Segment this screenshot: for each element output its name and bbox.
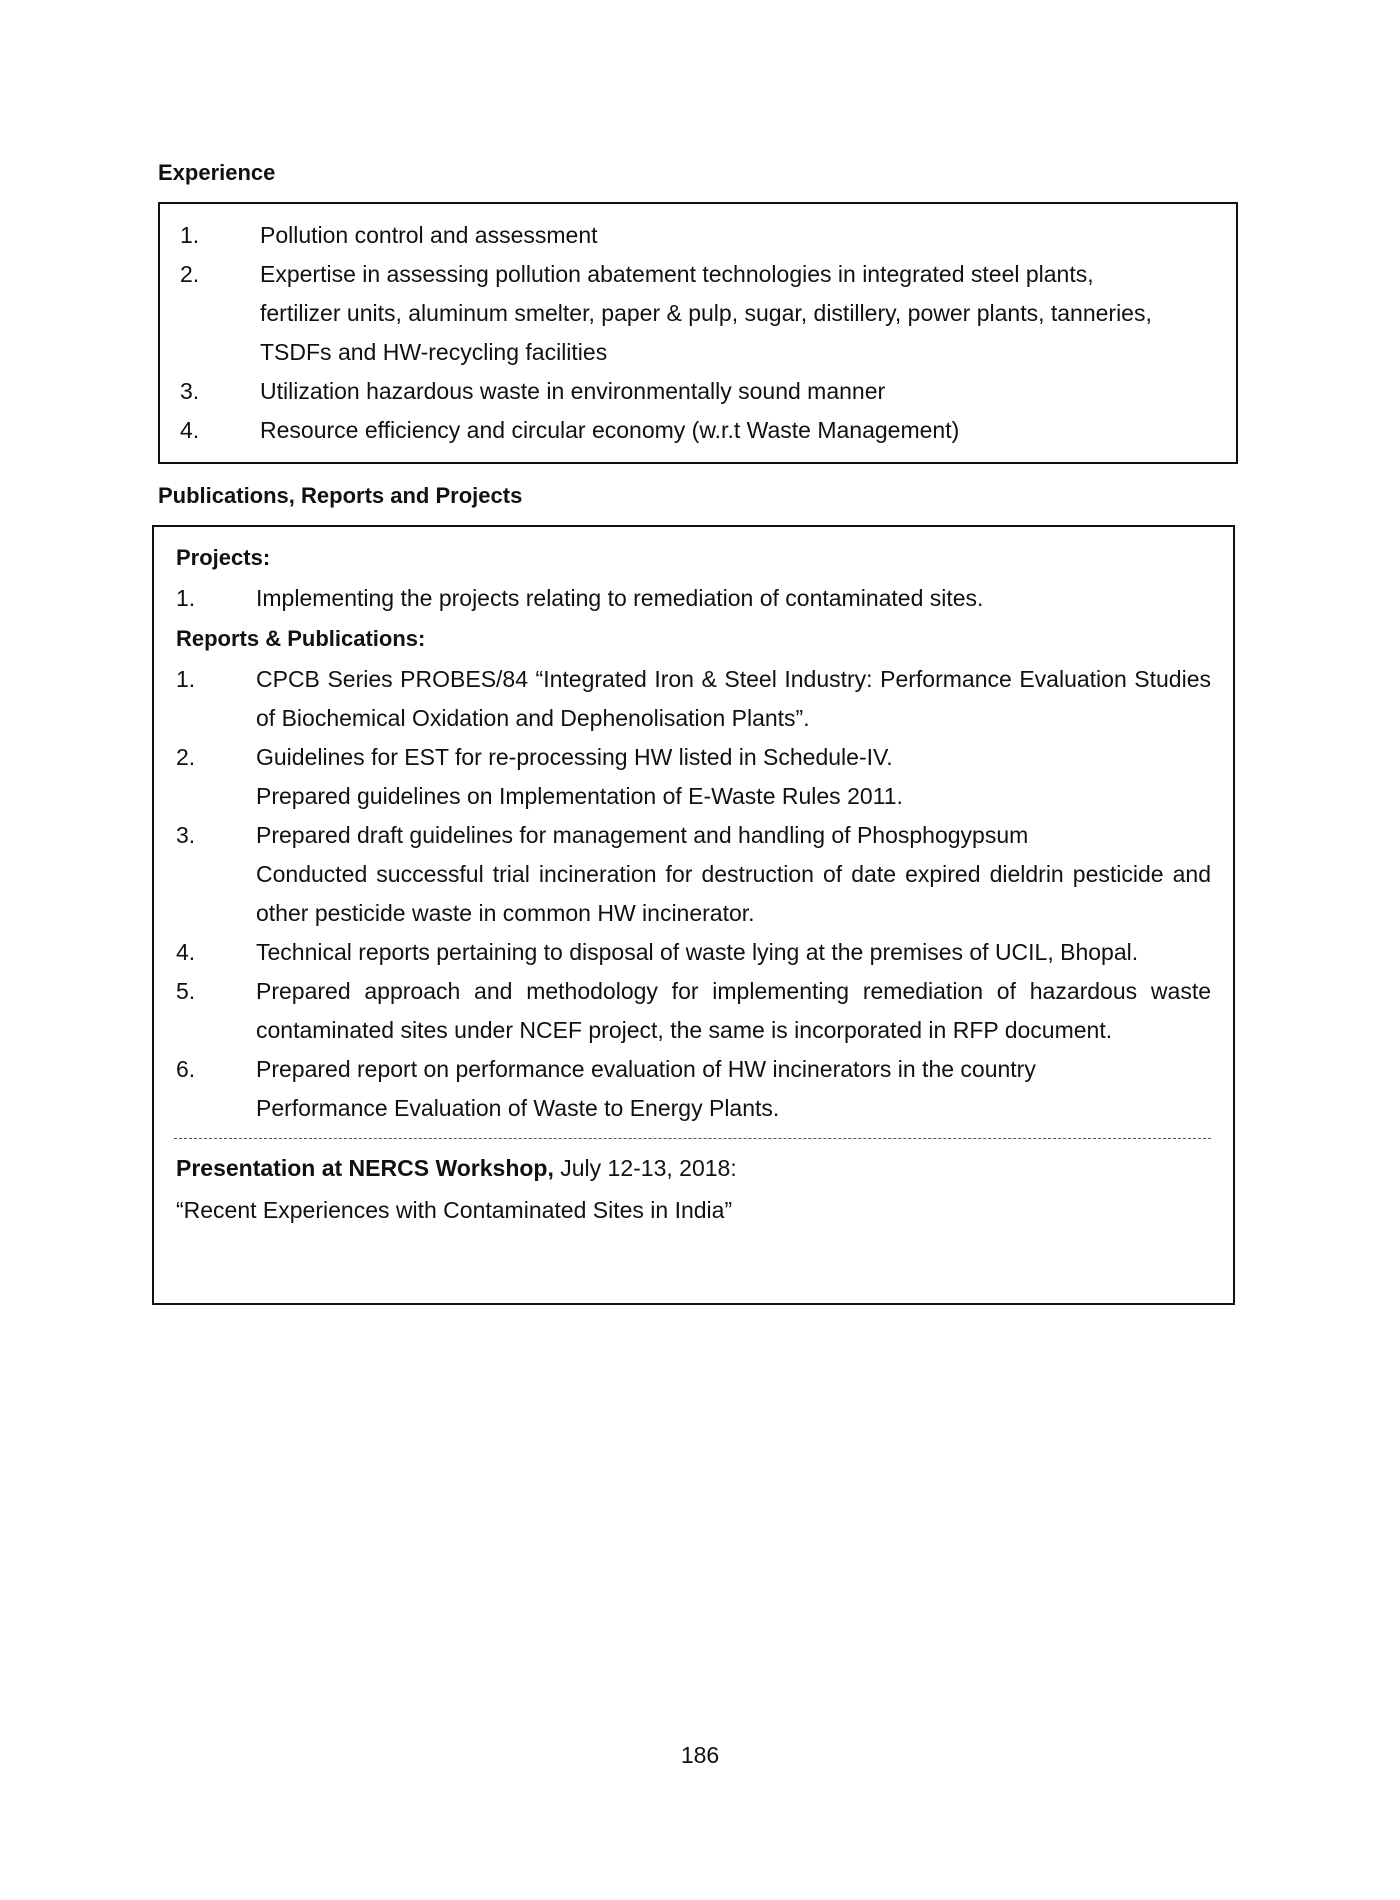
list-item: 4. Technical reports pertaining to disposal of waste lying at the premises of UCIL, Bhopal. [176, 939, 1139, 965]
list-item: 1. Pollution control and assessment [180, 222, 598, 248]
experience-heading: Experience [158, 160, 276, 185]
list-item: 6. Prepared report on performance evaluation of HW incinerators in the country Performance Evaluation of Waste to Energy Plants. [176, 1056, 1036, 1121]
projects-heading: Projects: [176, 545, 271, 570]
list-item: 2. Expertise in assessing pollution abatement technologies in integrated steel plants, fertilizer units, aluminum smelter, paper & pulp, sugar, distillery, power plants, tanneries, TSDFs and HW-recycling facilities [180, 261, 1152, 365]
publications-box [152, 525, 1235, 1305]
page-number: 186 [680, 1742, 720, 1768]
list-item: 1. Implementing the projects relating to remediation of contaminated sites. [176, 585, 984, 611]
list-item: 2. Guidelines for EST for re-processing HW listed in Schedule-IV. Prepared guidelines on Implementation of E-Waste Rules 2011. [176, 744, 903, 809]
publications-heading: Publications, Reports and Projects [158, 483, 523, 508]
presentation-title: “Recent Experiences with Contaminated Sites in India” [176, 1197, 733, 1223]
reports-heading: Reports & Publications: [176, 626, 426, 651]
list-item: 3. Prepared draft guidelines for management and handling of Phosphogypsum Conducted successful trial incineration for destruction of date expired dieldrin pesticide and other pesticide waste in common HW incinerator. [176, 822, 1211, 926]
list-item: 4. Resource efficiency and circular economy (w.r.t Waste Management) [180, 417, 960, 443]
projects-list [176, 579, 1211, 618]
presentation-line [176, 1147, 1211, 1189]
list-item: 5. Prepared approach and methodology for implementing remediation of hazardous waste contaminated sites under NCEF project, the same is incorporated in RFP document. [176, 978, 1211, 1043]
presentation-label: Presentation at NERCS Workshop, [176, 1155, 554, 1181]
list-item: 3. Utilization hazardous waste in environmentally sound manner [180, 378, 886, 404]
list-item: 1. CPCB Series PROBES/84 “Integrated Iron & Steel Industry: Performance Evaluation Studies of Biochemical Oxidation and Dephenolisation Plants”. [176, 666, 1211, 731]
dashed-divider [174, 1138, 1211, 1139]
presentation-date: July 12-13, 2018: [553, 1155, 737, 1181]
reports-list [176, 660, 1211, 1128]
experience-box [158, 202, 1238, 464]
experience-list [180, 216, 1216, 450]
